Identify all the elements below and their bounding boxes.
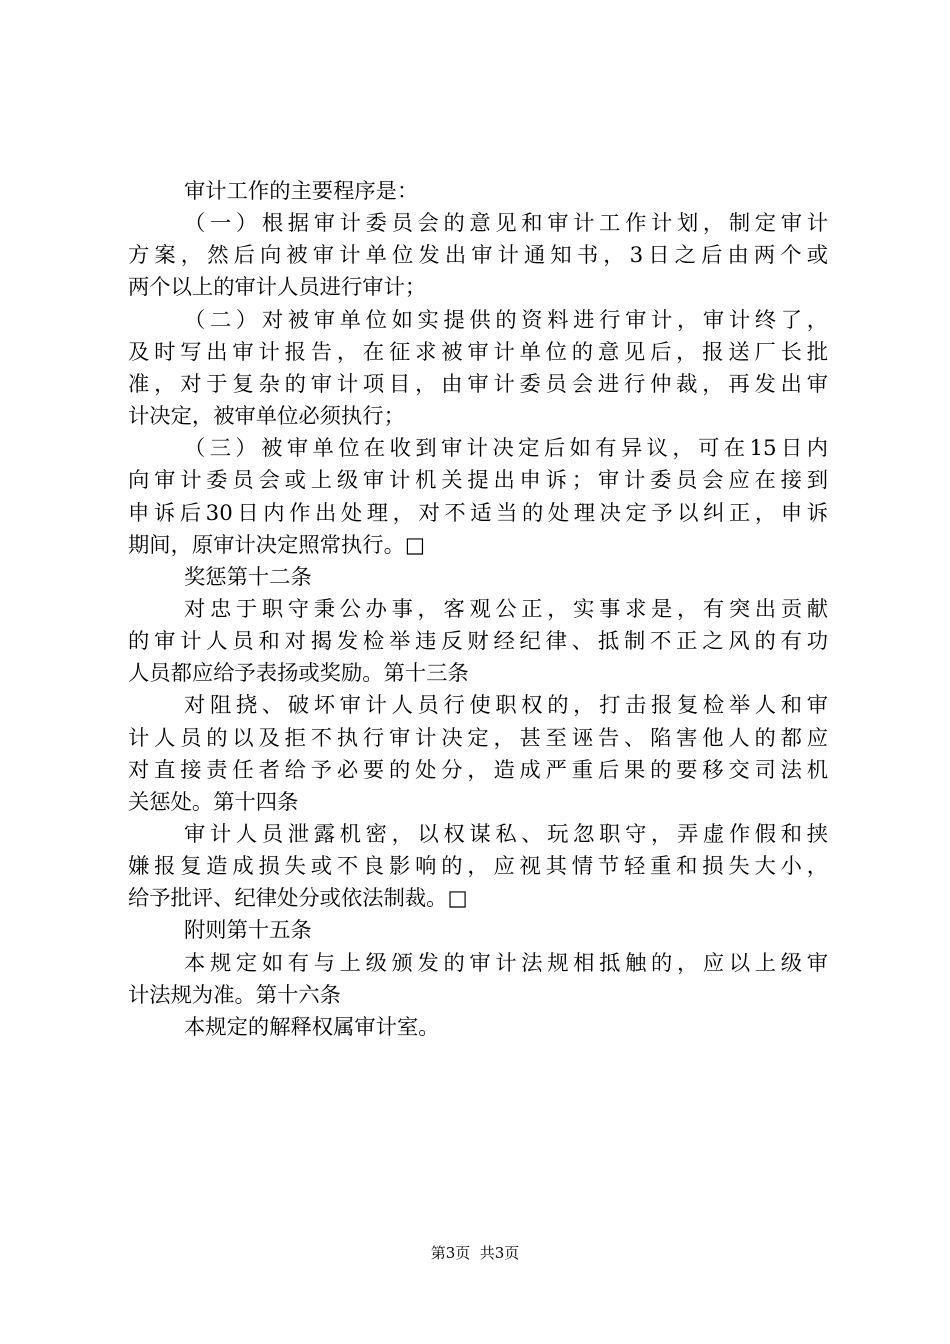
text-line: 嫌报复造成损失或不良影响的，应视其情节轻重和损失大小，: [128, 854, 828, 880]
text-line: 对直接责任者给予必要的处分，造成严重后果的要移交司法机: [128, 757, 828, 783]
text-line: 两个以上的审计人员进行审计；: [128, 275, 427, 301]
text-line: 期间，原审计决定照常执行。□: [128, 532, 425, 558]
text-line: 申诉后30日内作出处理，对不适当的处理决定予以纠正，申诉: [128, 500, 828, 526]
text-line: （三）被审单位在收到审计决定后如有异议，可在15日内: [184, 436, 828, 462]
text-line: 对忠于职守秉公办事，客观公正，实事求是，有突出贡献: [184, 596, 828, 622]
text-line: 关惩处。第十四条: [128, 789, 299, 815]
text-line: 计决定，被审单位必须执行；: [128, 404, 405, 430]
text-line: 审计人员泄露机密，以权谋私、玩忽职守，弄虚作假和挟: [184, 822, 828, 847]
text-line: 向审计委员会或上级审计机关提出申诉；审计委员会应在接到: [128, 468, 828, 494]
text-line: 计法规为准。第十六条: [128, 982, 341, 1008]
text-line: 附则第十五条: [184, 918, 312, 944]
text-line: （二）对被审单位如实提供的资料进行审计，审计终了，: [184, 307, 828, 333]
text-line: 给予批评、纪律处分或依法制裁。□: [128, 886, 468, 912]
page-footer: 第3页 共3页: [430, 1244, 520, 1262]
text-line: 准，对于复杂的审计项目，由审计委员会进行仲裁，再发出审: [128, 371, 828, 397]
text-line: 及时写出审计报告，在征求被审计单位的意见后，报送厂长批: [128, 339, 828, 365]
text-line: 本规定的解释权属审计室。: [184, 1014, 440, 1040]
text-line: 计人员的以及拒不执行审计决定，甚至诬告、陷害他人的都应: [128, 725, 828, 751]
text-line: 本规定如有与上级颁发的审计法规相抵触的，应以上级审: [184, 950, 828, 976]
text-line: 对阻挠、破坏审计人员行使职权的，打击报复检举人和审: [184, 693, 828, 719]
text-line: 的审计人员和对揭发检举违反财经纪律、抵制不正之风的有功: [128, 629, 828, 655]
text-line: 方案，然后向被审计单位发出审计通知书，3日之后由两个或: [128, 243, 828, 269]
text-line: 审计工作的主要程序是：: [184, 179, 419, 204]
text-line: 奖惩第十二条: [184, 564, 312, 590]
text-line: （一）根据审计委员会的意见和审计工作计划，制定审计: [184, 211, 828, 237]
text-line: 人员都应给予表扬或奖励。第十三条: [128, 661, 469, 687]
